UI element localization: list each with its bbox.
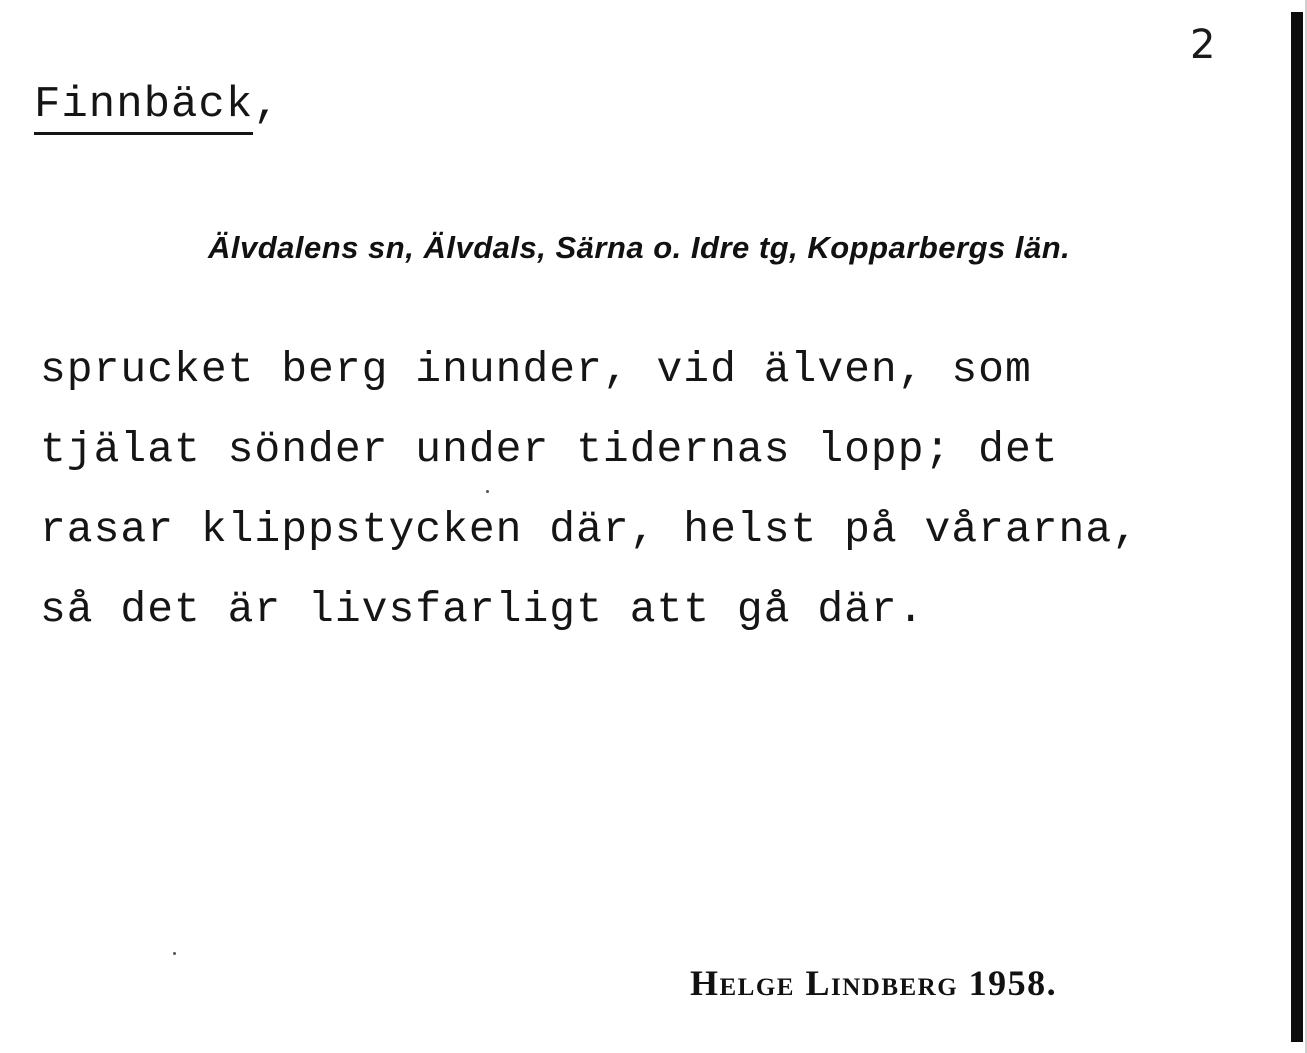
location-line: Älvdalens sn, Älvdals, Särna o. Idre tg, Kopparbergs län. [208, 230, 1071, 265]
page-number: 2 [1190, 22, 1216, 68]
headword [34, 80, 281, 130]
paper-speck [486, 490, 489, 493]
headword-text: Finnbäck [34, 80, 253, 135]
headword-punct: , [253, 80, 281, 130]
signature: Helge Lindberg 1958. [690, 963, 1058, 1003]
paper-speck [173, 952, 176, 955]
card-body [40, 340, 1270, 660]
body-line: tjälat sönder under tidernas lopp; det [40, 425, 1059, 474]
card-edge-shadow [1291, 12, 1303, 1042]
body-line: sprucket berg inunder, vid älven, som [40, 345, 1032, 394]
body-line: så det är livsfarligt att gå där. [40, 585, 925, 634]
body-line: rasar klippstycken där, helst på vårarna, [40, 505, 1139, 554]
